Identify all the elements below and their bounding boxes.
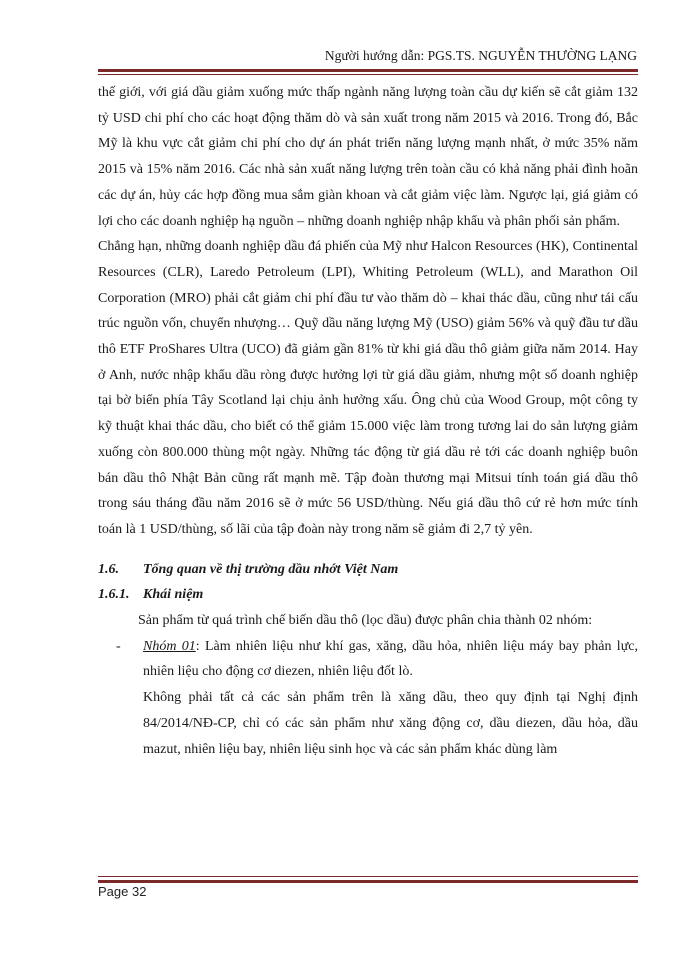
- subsection-heading: [98, 582, 638, 608]
- page-header-advisor: Người hướng dẫn: PGS.TS. NGUYỄN THƯỜNG LẠNG: [324, 48, 637, 63]
- section-title: Tổng quan về thị trường dầu nhớt Việt Nam: [143, 561, 399, 577]
- subsection-title: Khái niệm: [143, 587, 204, 603]
- subsection-number: 1.6.1.: [98, 587, 130, 603]
- continuation-paragraph: Không phải tất cả các sản phẩm trên là xăng dầu, theo quy định tại Nghị định 84/2014/NĐ-CP, chỉ có các sản phẩm như xăng động cơ, dầu diezen, dầu hỏa, dầu mazut, nhiên liệu bay, nhiên liệu sinh học và các sản phẩm khác dùng làm: [143, 690, 638, 757]
- intro-paragraph: Sản phẩm từ quá trình chế biến dầu thô (lọc dầu) được phân chia thành 02 nhóm:: [138, 613, 593, 629]
- bullet-text: : Làm nhiên liệu như khí gas, xăng, dầu hỏa, nhiên liệu máy bay phản lực, nhiên liệu cho động cơ diezen, nhiên liệu đốt lò.: [143, 638, 638, 680]
- spacer: [98, 543, 638, 557]
- page-number: Page 32: [98, 884, 147, 899]
- footer-rule-thin: [98, 876, 638, 877]
- bullet-dash: -: [116, 638, 121, 654]
- header-rule-thin: [98, 74, 638, 75]
- bullet-label: Nhóm 01: [143, 638, 196, 654]
- page-body: [98, 80, 638, 762]
- section-heading: [98, 557, 638, 583]
- header-rule-thick: [98, 69, 638, 72]
- footer-rule-thick: [98, 880, 638, 883]
- bullet-item-1: [98, 634, 638, 685]
- paragraph-1: thế giới, với giá dầu giảm xuống mức thấp ngành năng lượng toàn cầu dự kiến sẽ cắt giảm 132 tỷ USD chi phí cho các hoạt động thăm dò và sản xuất trong năm 2015 và 2016. Trong đó, Bắc Mỹ là khu vực cắt giảm chi phí cho dự án phát triển năng lượng mạnh nhất, ở mức 35% năm 2015 và 15% năm 2016. Các nhà sản xuất năng lượng trên toàn cầu có khả năng phải đình hoãn các dự án, hủy các hợp đồng mua sắm giàn khoan và cắt giảm việc làm. Ngược lại, giá giảm có lợi cho các doanh nghiệp hạ nguồn – những doanh nghiệp nhập khẩu và phân phối sản phẩm.: [98, 85, 638, 229]
- paragraph-2: Chẳng hạn, những doanh nghiệp dầu đá phiến của Mỹ như Halcon Resources (HK), Continental Resources (CLR), Laredo Petroleum (LPI), Whiting Petroleum (WLL), and Marathon Oil Corporation (MRO) phải cắt giảm chi phí đầu tư vào thăm dò – khai thác dầu, cũng như tái cấu trúc nguồn vốn, chuyển nhượng… Quỹ dầu năng lượng Mỹ (USO) giảm 56% và quỹ đầu tư dầu thô ETF ProShares Ultra (UCO) đã giảm gần 81% từ khi giá dầu thô giảm giữa năm 2014. Hay ở Anh, nước nhập khẩu dầu ròng được hưởng lợi từ giá dầu giảm, nhưng một số doanh nghiệp tại bờ biển phía Tây Scotland lại chịu ảnh hưởng xấu. Ông chủ của Wood Group, một công ty kỹ thuật khai thác dầu, cho biết có thể giảm 15.000 việc làm trong tương lai do sản lượng giảm xuống còn 800.000 thùng một ngày. Những tác động từ giá dầu rẻ tới các doanh nghiệp buôn bán dầu thô Nhật Bản cũng rất mạnh mẽ. Tập đoàn thương mại Mitsui tính toán giá dầu thô trong sáu tháng đầu năm 2016 sẽ ở mức 56 USD/thùng. Nếu giá dầu thô cứ rẻ hơn mức tính toán là 1 USD/thùng, số lãi của tập đoàn này trong năm sẽ giảm đi 2,7 tỷ yên.: [98, 239, 638, 537]
- section-number: 1.6.: [98, 561, 119, 577]
